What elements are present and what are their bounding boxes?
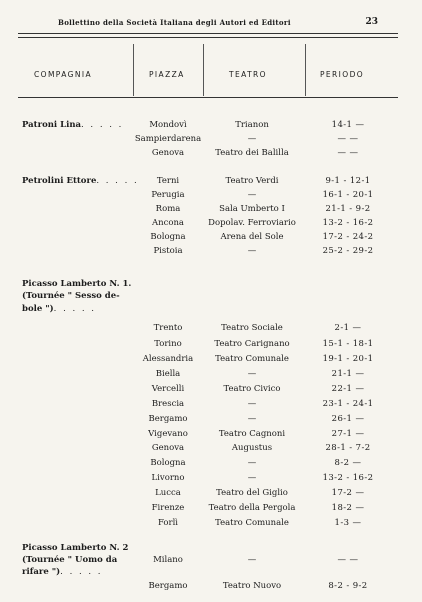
company-name: Petrolini Ettore. . . . . <box>22 176 139 186</box>
piazza-cell: Vercelli <box>151 384 185 394</box>
periodo-cell: 13-2 - 16-2 <box>322 473 374 483</box>
piazza-cell: Forlì <box>157 518 179 528</box>
periodo-cell: 23-1 - 24-1 <box>322 399 374 409</box>
piazza-cell: Bergamo <box>148 414 188 424</box>
teatro-cell: Teatro della Pergola <box>208 503 296 513</box>
teatro-cell: — <box>247 414 257 424</box>
teatro-cell: Augustus <box>231 443 273 453</box>
teatro-cell: — <box>247 473 257 483</box>
table-row <box>0 429 422 443</box>
piazza-cell: Firenze <box>151 503 185 513</box>
periodo-cell: 17-2 - 24-2 <box>322 232 374 242</box>
periodo-cell: 26-1 — <box>331 414 365 424</box>
page-number: 23 <box>365 17 378 27</box>
table-row <box>0 458 422 472</box>
table-row <box>0 354 422 368</box>
piazza-cell: Roma <box>155 204 181 214</box>
table-row <box>0 399 422 413</box>
table-row <box>0 218 422 232</box>
table-row <box>0 503 422 517</box>
company-name: rifare "). . . . . <box>22 567 103 577</box>
company-name: Picasso Lamberto N. 2 <box>22 543 129 553</box>
teatro-cell: Teatro del Giglio <box>216 488 288 498</box>
table-row <box>0 518 422 532</box>
teatro-cell: Sala Umberto I <box>219 204 285 214</box>
table-row <box>0 339 422 353</box>
teatro-cell: Teatro Cagnoni <box>218 429 286 439</box>
periodo-cell: 9-1 - 12-1 <box>325 176 371 186</box>
piazza-cell: Bologna <box>150 232 186 242</box>
table-row <box>0 443 422 457</box>
teatro-cell: — <box>247 246 257 256</box>
teatro-cell: — <box>247 369 257 379</box>
header-teatro: TEATRO <box>229 70 267 79</box>
rule-top-2 <box>18 37 398 38</box>
teatro-cell: Teatro Carignano <box>214 339 290 349</box>
company-name: (Tournée " Sesso de- <box>22 291 120 301</box>
table-row <box>0 473 422 487</box>
header-compagnia: COMPAGNIA <box>34 70 93 79</box>
table-row <box>0 414 422 428</box>
table-row <box>0 232 422 246</box>
piazza-cell: Genova <box>151 148 185 158</box>
piazza-cell: Mondovì <box>149 120 187 130</box>
periodo-cell: 1-3 — <box>334 518 362 528</box>
piazza-cell: Torino <box>154 339 182 349</box>
periodo-cell: 8-2 - 9-2 <box>328 581 368 591</box>
table-row <box>0 581 422 595</box>
column-divider <box>203 44 204 96</box>
teatro-cell: Teatro Verdi <box>225 176 279 186</box>
teatro-cell: — <box>247 399 257 409</box>
company-name: bole "). . . . . <box>22 304 96 314</box>
teatro-cell: Teatro Comunale <box>215 354 289 364</box>
table-row <box>0 120 422 134</box>
piazza-cell: Sampierdarena <box>134 134 202 144</box>
company-line <box>0 291 422 305</box>
periodo-cell: 17-2 — <box>331 488 365 498</box>
rule-header-bottom <box>18 97 398 98</box>
table-row <box>0 204 422 218</box>
table-row <box>0 384 422 398</box>
teatro-cell: Teatro Sociale <box>221 323 283 333</box>
table-row <box>0 246 422 260</box>
piazza-cell: Alessandria <box>142 354 194 364</box>
teatro-cell: Teatro dei Balilla <box>215 148 289 158</box>
periodo-cell: 25-2 - 29-2 <box>322 246 374 256</box>
piazza-cell: Terni <box>156 176 180 186</box>
periodo-cell: 21-1 - 9-2 <box>325 204 371 214</box>
piazza-cell: Perugia <box>151 190 185 200</box>
piazza-cell: Lucca <box>155 488 181 498</box>
periodo-cell: 13-2 - 16-2 <box>322 218 374 228</box>
teatro-cell: Trianon <box>235 120 269 130</box>
piazza-cell: Livorno <box>151 473 185 483</box>
table-row <box>0 190 422 204</box>
periodo-cell: — — <box>337 134 359 144</box>
piazza-cell: Biella <box>155 369 181 379</box>
teatro-cell: — <box>247 458 257 468</box>
periodo-cell: 21-1 — <box>331 369 365 379</box>
teatro-cell: Teatro Comunale <box>215 518 289 528</box>
periodo-cell: 18-2 — <box>331 503 365 513</box>
piazza-cell: Milano <box>153 555 183 565</box>
periodo-cell: 22-1 — <box>331 384 365 394</box>
table-row <box>0 176 422 190</box>
table-row <box>0 488 422 502</box>
piazza-cell: Ancona <box>151 218 185 228</box>
piazza-cell: Bologna <box>150 458 186 468</box>
column-divider <box>305 44 306 96</box>
running-head: Bollettino della Società Italiana degli Autori ed Editori <box>58 18 291 27</box>
periodo-cell: 8-2 — <box>334 458 362 468</box>
teatro-cell: — <box>247 555 257 565</box>
periodo-cell: 16-1 - 20-1 <box>322 190 374 200</box>
teatro-cell: Teatro Nuovo <box>222 581 282 591</box>
periodo-cell: 15-1 - 18-1 <box>322 339 374 349</box>
periodo-cell: 19-1 - 20-1 <box>322 354 374 364</box>
header-periodo: PERIODO <box>320 70 365 79</box>
company-line <box>0 304 422 318</box>
company-name: (Tournée " Uomo da <box>22 555 118 565</box>
teatro-cell: — <box>247 190 257 200</box>
piazza-cell: Genova <box>151 443 185 453</box>
piazza-cell: Brescia <box>151 399 185 409</box>
table-row <box>0 323 422 337</box>
company-name: Patroni Lina. . . . . <box>22 120 124 130</box>
periodo-cell: — — <box>337 555 359 565</box>
table-row <box>0 369 422 383</box>
periodo-cell: 14-1 — <box>331 120 365 130</box>
teatro-cell: Teatro Civico <box>223 384 281 394</box>
periodo-cell: — — <box>337 148 359 158</box>
piazza-cell: Bergamo <box>148 581 188 591</box>
teatro-cell: Arena del Sole <box>220 232 284 242</box>
rule-top <box>18 33 398 34</box>
header-piazza: PIAZZA <box>149 70 185 79</box>
piazza-cell: Vigevano <box>148 429 188 439</box>
piazza-cell: Trento <box>153 323 183 333</box>
company-name: Picasso Lamberto N. 1. <box>22 279 132 289</box>
column-divider <box>133 44 134 96</box>
periodo-cell: 27-1 — <box>331 429 365 439</box>
company-line <box>0 567 422 581</box>
table-row <box>0 148 422 162</box>
piazza-cell: Pistoia <box>153 246 183 256</box>
table-row <box>0 134 422 148</box>
periodo-cell: 2-1 — <box>334 323 362 333</box>
teatro-cell: Dopolav. Ferroviario <box>208 218 296 228</box>
teatro-cell: — <box>247 134 257 144</box>
periodo-cell: 28-1 - 7-2 <box>325 443 371 453</box>
